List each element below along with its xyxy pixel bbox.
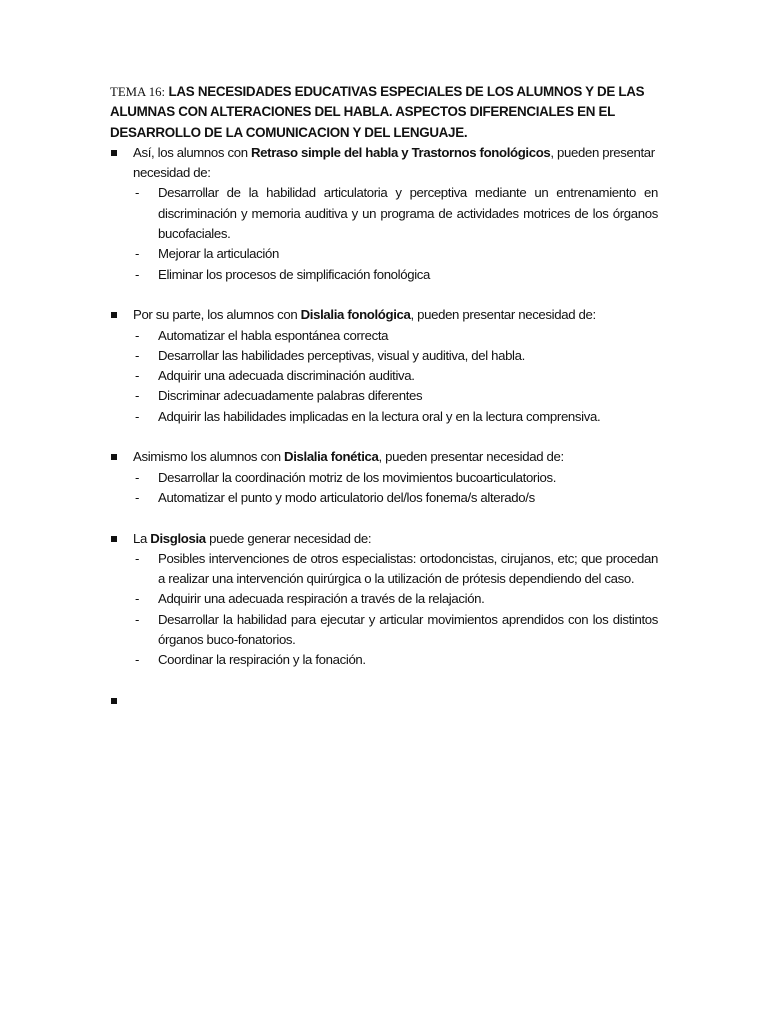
section-disglosia [110,529,658,671]
list-item [133,346,658,366]
list-item [133,488,658,508]
item-text: Adquirir una adecuada discriminación auditiva. [158,368,415,384]
lead-text: La [133,530,151,546]
section-dislalia-fonologica [110,305,658,427]
list-item [133,244,658,264]
lead-bold-term: Disglosia [150,530,206,546]
list-item [133,183,658,244]
square-bullet-icon [111,150,117,156]
item-text: Automatizar el habla espontánea correcta [158,327,389,343]
item-text: Automatizar el punto y modo articulatorio del/los fonema/s alterado/s [158,489,535,505]
document-title [110,82,658,143]
dash-marker: - [135,652,140,668]
title-text: LAS NECESIDADES EDUCATIVAS ESPECIALES DE LOS ALUMNOS Y DE LAS ALUMNAS CON ALTERACIONES DEL HABLA. ASPECTOS DIFERENCIALES EN EL DESARROLLO DE LA COMUNICACION Y DEL LENGUAJE. [110,84,645,140]
item-text: Desarrollar de la habilidad articulatoria y perceptiva mediante un entrenamiento en discriminación y memoria auditiva y un programa de actividades motrices de los órganos bucofaciales. [158,185,658,242]
list-item [133,610,658,651]
section-retraso-simple [110,143,658,285]
item-text: Adquirir las habilidades implicadas en la lectura oral y en la lectura comprensiva. [158,408,601,424]
dash-marker: - [135,347,140,363]
lead-bold-term: Dislalia fonética [284,449,379,465]
document-page [110,82,658,711]
lead-text: Por su parte, los alumnos con [133,307,301,323]
lead-bold-term: Retraso simple del habla y Trastornos fonológicos [251,144,551,160]
dash-marker: - [135,489,140,505]
lead-text: puede generar necesidad de: [205,530,372,546]
dash-marker: - [135,368,140,384]
item-text: Adquirir una adecuada respiración a través de la relajación. [158,591,485,607]
item-text: Desarrollar la coordinación motriz de los movimientos bucoarticulatorios. [158,469,557,485]
dash-marker: - [135,591,140,607]
section-lead [133,529,658,549]
empty-bullet-item [110,691,658,711]
list-item [133,589,658,609]
list-item [133,326,658,346]
needs-list [133,183,658,284]
item-text: Desarrollar la habilidad para ejecutar y articular movimientos aprendidos con los distintos órganos buco-fonatorios. [158,611,658,648]
square-bullet-icon [111,454,117,460]
item-text: Desarrollar las habilidades perceptivas, visual y auditiva, del habla. [158,347,525,363]
lead-text: Así, los alumnos con [133,144,251,160]
section-lead [133,143,658,184]
square-bullet-icon [111,536,117,542]
needs-list [133,549,658,671]
dash-marker: - [135,246,140,262]
list-item [133,265,658,285]
list-item [133,549,658,590]
tema-label: TEMA 16: [110,85,166,99]
lead-text: Asimismo los alumnos con [133,449,285,465]
dash-marker: - [135,388,140,404]
dash-marker: - [135,327,140,343]
item-text: Mejorar la articulación [158,246,279,262]
section-lead [133,305,658,325]
needs-list [133,468,658,509]
section-dislalia-fonetica [110,447,658,508]
list-item [133,366,658,386]
list-item [133,386,658,406]
item-text: Eliminar los procesos de simplificación fonológica [158,266,431,282]
item-text: Coordinar la respiración y la fonación. [158,652,366,668]
square-bullet-icon [111,312,117,318]
dash-marker: - [135,185,140,201]
square-bullet-icon [111,698,117,704]
section-lead [133,447,658,467]
list-item [133,468,658,488]
list-item [133,407,658,427]
dash-marker: - [135,611,140,627]
dash-marker: - [135,408,140,424]
lead-text: , pueden presentar necesidad de: [378,449,564,465]
dash-marker: - [135,469,140,485]
dash-marker: - [135,266,140,282]
list-item [133,650,658,670]
lead-text: , pueden presentar necesidad de: [133,144,655,181]
item-text: Posibles intervenciones de otros especialistas: ortodoncistas, cirujanos, etc; que procedan a realizar una intervención quirúrgica o la utilización de prótesis dependiendo del caso. [158,550,658,587]
lead-bold-term: Dislalia fonológica [300,307,411,323]
dash-marker: - [135,550,140,566]
lead-text: , pueden presentar necesidad de: [410,307,596,323]
item-text: Discriminar adecuadamente palabras diferentes [158,388,423,404]
needs-list [133,326,658,427]
